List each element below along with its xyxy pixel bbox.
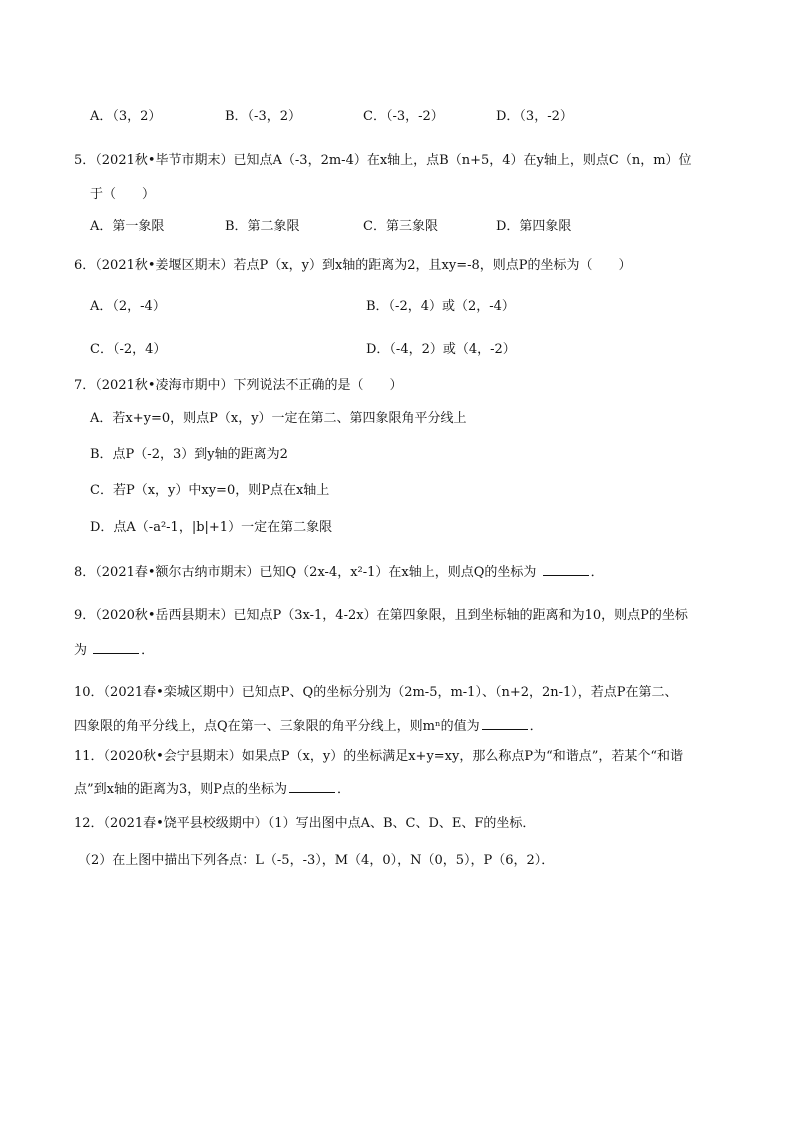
q11-text: 点”到x轴的距离为3，则P点的坐标为 — [74, 782, 287, 797]
q6-option-a: A．（2，-4） — [90, 299, 166, 314]
q7-option-b: B．点P（-2，3）到y轴的距离为2 — [90, 447, 288, 462]
q12-part1: 12．（2021春•饶平县校级期中）（1）写出图中点A、B、C、D、E、F的坐标． — [74, 816, 536, 831]
q8-end: ． — [590, 565, 604, 580]
q6-stem: 6．（2021秋•姜堰区期末）若点P（x，y）到x轴的距离为2，且xy=-8，则点P的坐标为（ ） — [74, 258, 632, 273]
q9-end: ． — [141, 643, 155, 658]
q12-part2: （2）在上图中描出下列各点：L（-5，-3），M（4，0），N（0，5），P（6，2）． — [78, 853, 555, 868]
q6-option-c: C．（-2，4） — [90, 342, 167, 357]
q9-stem-line1: 9．（2020秋•岳西县期末）已知点P（3x-1，4-2x）在第四象限，且到坐标轴的距离和为10，则点P的坐标 — [74, 608, 688, 623]
q10-answer-blank[interactable] — [482, 717, 528, 730]
q9-text: 为 — [74, 643, 88, 658]
q8-answer-blank[interactable] — [543, 563, 589, 576]
q7-stem: 7．（2021秋•凌海市期中）下列说法不正确的是（ ） — [74, 378, 403, 393]
q4-option-d: D．（3，-2） — [496, 109, 573, 124]
q7-option-c: C．若P（x，y）中xy=0，则P点在x轴上 — [90, 483, 330, 498]
q10-text: 四象限的角平分线上，点Q在第一、三象限的角平分线上，则mⁿ的值为 — [74, 719, 480, 734]
q11-answer-blank[interactable] — [289, 780, 335, 793]
q9-answer-blank[interactable] — [93, 641, 139, 654]
q11-end: ． — [337, 782, 351, 797]
q10-end: ． — [529, 719, 543, 734]
q7-option-a: A．若x+y=0，则点P（x，y）一定在第二、第四象限角平分线上 — [90, 411, 467, 426]
q10-stem-line2 — [74, 717, 543, 736]
q8-stem — [74, 563, 604, 582]
q8-text: 8．（2021春•额尔古纳市期末）已知Q（2x-4，x²-1）在x轴上，则点Q的坐标为 — [74, 565, 537, 580]
q4-option-c: C．（-3，-2） — [363, 109, 444, 124]
q6-option-b: B．（-2，4）或（2，-4） — [366, 299, 515, 314]
q7-option-d: D．点A（-a²-1，|b|+1）一定在第二象限 — [90, 520, 333, 535]
q4-option-a: A．（3，2） — [90, 109, 162, 124]
q6-option-d: D．（-4，2）或（4，-2） — [366, 342, 516, 357]
q5-stem-line2: 于（ ） — [90, 187, 156, 202]
q5-option-b: B．第二象限 — [225, 219, 300, 234]
q9-stem-line2 — [74, 641, 154, 660]
q4-option-b: B．（-3，2） — [225, 109, 301, 124]
q5-option-c: C．第三象限 — [363, 219, 438, 234]
q11-stem-line2 — [74, 780, 350, 799]
q11-stem-line1: 11．（2020秋•会宁县期末）如果点P（x，y）的坐标满足x+y=xy，那么称点P为“和谐点”，若某个“和谐 — [74, 749, 684, 764]
q5-option-d: D．第四象限 — [496, 219, 572, 234]
q5-stem-line1: 5．（2021秋•毕节市期末）已知点A（-3，2m-4）在x轴上，点B（n+5，4）在y轴上，则点C（n，m）位 — [74, 153, 692, 168]
q5-option-a: A．第一象限 — [90, 219, 165, 234]
q10-stem-line1: 10．（2021春•栾城区期中）已知点P、Q的坐标分别为（2m-5，m-1）、（n+2，2n-1），若点P在第二、 — [74, 685, 678, 700]
